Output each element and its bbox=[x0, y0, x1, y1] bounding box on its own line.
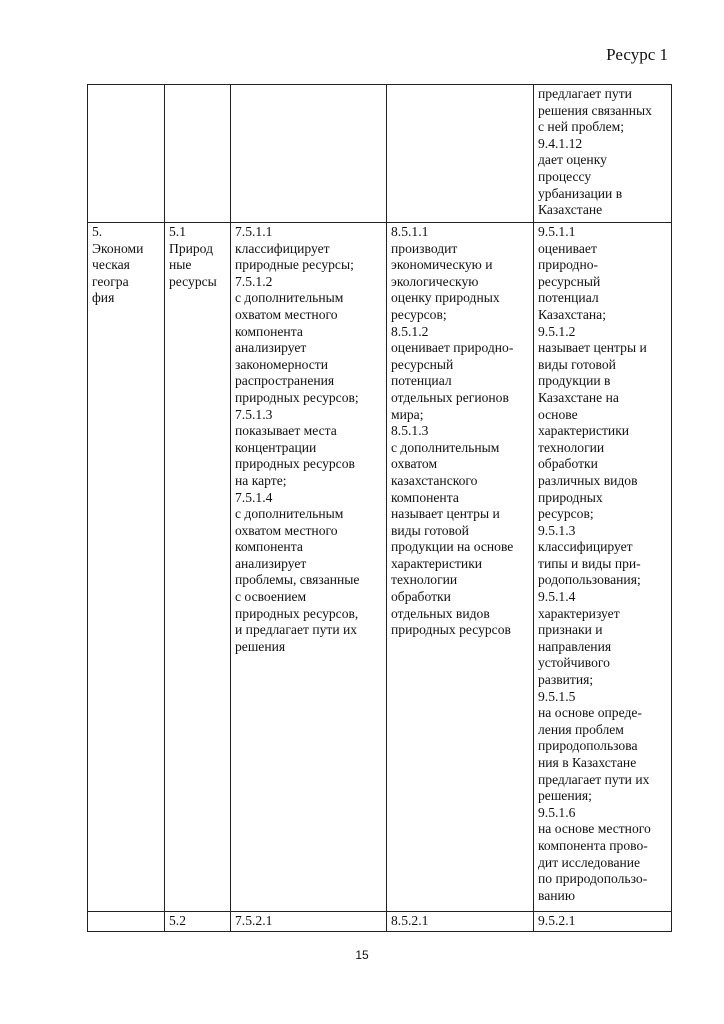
section-cell: 5. Экономи ческая геогра фия bbox=[88, 223, 165, 912]
table-row bbox=[88, 85, 672, 223]
topic-cell: 5.2 bbox=[165, 912, 231, 932]
grade7-objectives-cell: 7.5.2.1 bbox=[231, 912, 387, 932]
grade8-objectives-cell: 8.5.1.1 производит экономическую и экологическую оценку природных ресурсов; 8.5.1.2 оценивает природно- ресурсный потенциал отдельных регионов мира; 8.5.1.3 с дополнительным охватом казахстанского компонента называет центры и виды готовой продукции на основе характеристики технологии обработки отдельных видов природных ресурсов bbox=[387, 223, 534, 912]
grade9-objectives-cell: 9.5.1.1 оценивает природно- ресурсный потенциал Казахстана; 9.5.1.2 называет центры и виды готовой продукции в Казахстане на основе характеристики технологии обработки различных видов природных ресурсов; 9.5.1.3 классифицирует типы и виды при- родопользования; 9.5.1.4 характеризует признаки и направления устойчивого развития; 9.5.1.5 на основе опреде- ления проблем природопользова ния в Казахстане предлагает пути их решения; 9.5.1.6 на основе местного компонента прово- дит исследование по природопользо- ванию bbox=[534, 223, 672, 912]
grade8-objectives-cell: 8.5.2.1 bbox=[387, 912, 534, 932]
table-cell bbox=[387, 85, 534, 223]
page-number: 15 bbox=[355, 948, 369, 962]
table-cell bbox=[88, 912, 165, 932]
table-cell bbox=[165, 85, 231, 223]
curriculum-table bbox=[87, 84, 672, 932]
topic-cell: 5.1 Природ ные ресурсы bbox=[165, 223, 231, 912]
table-cell bbox=[231, 85, 387, 223]
table-row bbox=[88, 223, 672, 912]
table-cell: предлагает пути решения связанных с ней проблем; 9.4.1.12 дает оценку процессу урбанизации в Казахстане bbox=[534, 85, 672, 223]
grade9-objectives-cell: 9.5.2.1 bbox=[534, 912, 672, 932]
grade7-objectives-cell: 7.5.1.1 классифицирует природные ресурсы; 7.5.1.2 с дополнительным охватом местного компонента анализирует закономерности распространения природных ресурсов; 7.5.1.3 показывает места концентрации природных ресурсов на карте; 7.5.1.4 с дополнительным охватом местного компонента анализирует проблемы, связанные с освоением природных ресурсов, и предлагает пути их решения bbox=[231, 223, 387, 912]
table-row bbox=[88, 912, 672, 932]
resource-label: Ресурс 1 bbox=[606, 45, 668, 64]
table-cell bbox=[88, 85, 165, 223]
